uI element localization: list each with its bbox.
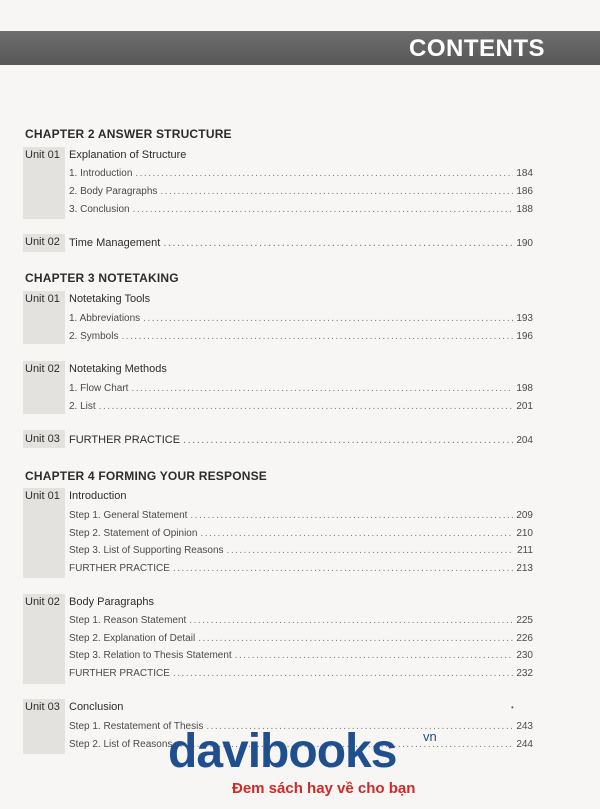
toc-entry[interactable]: Step 2. Explanation of Detail ..... 226 [69,630,533,644]
stray-mark: • [511,703,514,712]
unit-label: Unit 01 [25,293,60,305]
toc-entry[interactable]: Step 1. Restatement of Thesis ..... 243 [69,718,533,732]
watermark-logo: davibooks [168,725,397,778]
dot-leader [131,383,513,394]
toc-entry[interactable]: 2. Body Paragraphs ..... 186 [69,183,533,197]
dot-leader [133,204,514,215]
toc-entry[interactable]: Time Management ..... 190 [69,235,533,249]
toc-entry[interactable]: 1. Introduction ..... 184 [69,165,533,179]
toc-entry[interactable]: Step 3. List of Supporting Reasons ..... 211 [69,542,533,556]
dot-leader [121,331,513,342]
toc-entry[interactable]: FURTHER PRACTICE ..... 204 [69,432,533,446]
dot-leader [160,186,513,197]
page-title: CONTENTS [409,35,545,62]
toc-entry[interactable]: 1. Abbreviations ..... 193 [69,310,533,324]
unit-label: Unit 01 [25,490,60,502]
watermark-suffix: vn [423,729,437,744]
dot-leader [173,668,513,679]
toc-entry[interactable]: Step 2. Statement of Opinion ..... 210 [69,525,533,539]
toc-entry[interactable]: 2. Symbols ..... 196 [69,328,533,342]
dot-leader [99,401,514,412]
unit-title: Explanation of Structure [69,149,187,161]
toc-entry[interactable]: 2. List ..... 201 [69,398,533,412]
dot-leader [200,528,513,539]
toc-entry[interactable]: Step 2. List of Reasons ..... 244 [69,736,533,750]
unit-label: Unit 02 [25,596,60,608]
unit-label: Unit 02 [25,236,60,248]
dot-leader [190,510,513,521]
unit-label: Unit 01 [25,149,60,161]
dot-leader [227,545,515,556]
unit-title: Body Paragraphs [69,596,154,608]
toc-entry[interactable]: 3. Conclusion ..... 188 [69,201,533,215]
dot-leader [198,633,513,644]
dot-leader [163,237,513,249]
toc-entry[interactable]: 1. Flow Chart ..... 198 [69,380,533,394]
dot-leader [173,563,513,574]
chapter-heading: CHAPTER 2 ANSWER STRUCTURE [25,127,232,141]
watermark-slogan: Đem sách hay về cho bạn [232,780,416,797]
unit-title: Notetaking Tools [69,293,151,305]
dot-leader [183,434,513,446]
unit-label: Unit 03 [25,433,60,445]
toc-entry[interactable]: Step 3. Relation to Thesis Statement ..... 230 [69,647,533,661]
dot-leader [189,615,513,626]
dot-leader [143,313,513,324]
dot-leader [135,168,513,179]
dot-leader [235,650,514,661]
chapter-heading: CHAPTER 4 FORMING YOUR RESPONSE [25,469,268,483]
unit-title: Notetaking Methods [69,363,167,375]
unit-title: Introduction [69,490,127,502]
chapter-heading: CHAPTER 3 NOTETAKING [25,271,179,285]
toc-entry[interactable]: FURTHER PRACTICE ..... 213 [69,560,533,574]
toc-entry[interactable]: Step 1. Reason Statement ..... 225 [69,612,533,626]
unit-label: Unit 03 [25,701,60,713]
toc-entry[interactable]: FURTHER PRACTICE ..... 232 [69,665,533,679]
toc-entry[interactable]: Step 1. General Statement ..... 209 [69,507,533,521]
unit-title: Conclusion [69,701,124,713]
unit-label: Unit 02 [25,363,60,375]
